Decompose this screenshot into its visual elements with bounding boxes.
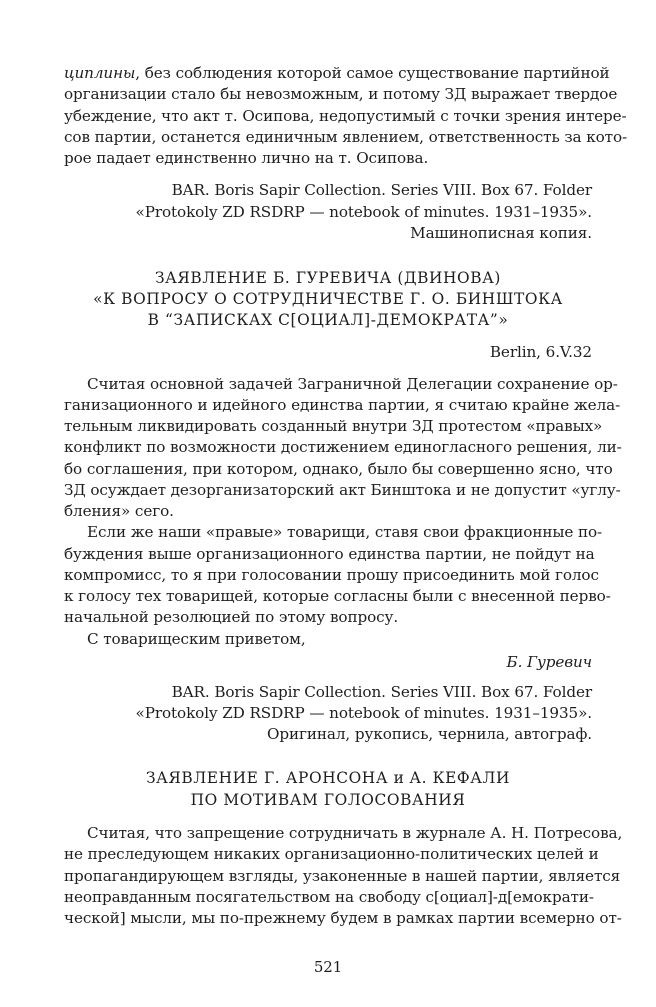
body-line: ЗД осуждает дезорганизаторский акт Бинштока и не допустит «углу-: [64, 481, 621, 499]
source-citation-line: Машинописная копия.: [410, 224, 592, 242]
body-line: убеждение, что акт т. Осипова, недопустимый с точки зрения интере-: [64, 107, 627, 125]
italic-word: циплины: [64, 64, 136, 82]
body-line: Считая основной задачей Заграничной Делегации сохранение ор-: [87, 375, 618, 393]
body-line: Если же наши «правые» товарищи, ставя свои фракционные по-: [87, 523, 603, 541]
source-citation-line: BAR. Boris Sapir Collection. Series VIII. Box 67. Folder: [171, 683, 592, 701]
body-line: конфликт по возможности достижением единогласного решения, ли-: [64, 438, 622, 456]
body-line: Считая, что запрещение сотрудничать в журнале А. Н. Потресова,: [87, 824, 623, 842]
body-line: к голосу тех товарищей, которые согласны были с внесенной перво-: [64, 587, 611, 605]
body-line: бо соглашения, при котором, однако, было бы совершенно ясно, что: [64, 460, 613, 478]
body-line: тельным ликвидировать созданный внутри ЗД протестом «правых»: [64, 417, 603, 435]
source-citation-line: BAR. Boris Sapir Collection. Series VIII. Box 67. Folder: [171, 181, 592, 199]
body-line: организации стало бы невозможным, и потому ЗД выражает твердое: [64, 85, 618, 103]
body-line: сов партии, останется единичным явлением, ответственность за кото-: [64, 128, 628, 146]
body-line: циплины, без соблюдения которой самое существование партийной: [64, 64, 610, 82]
section-heading: ЗАЯВЛЕНИЕ Г. АРОНСОНА и А. КЕФАЛИ: [145, 769, 511, 787]
body-line: пропагандирующем взгляды, узаконенные в нашей партии, является: [64, 867, 621, 885]
section-heading: В “ЗАПИСКАХ С[ОЦИАЛ]-ДЕМОКРАТА”»: [147, 311, 509, 329]
body-line: буждения выше организационного единства партии, не пойдут на: [64, 545, 595, 563]
signature: Б. Гуревич: [506, 653, 592, 671]
body-line: ческой] мысли, мы по-прежнему будем в рамках партии всемерно от-: [64, 909, 622, 927]
body-line: не преследующем никаких организационно-политических целей и: [64, 845, 599, 863]
body-line: бления» сего.: [64, 502, 174, 520]
source-citation-line: «Protokoly ZD RSDRP — notebook of minutes. 1931–1935».: [135, 203, 592, 221]
body-line: неоправданным посягательством на свободу с[оциал]-д[емократи-: [64, 888, 594, 906]
body-line: рое падает единственно лично на т. Осипова.: [64, 149, 429, 167]
section-heading: ЗАЯВЛЕНИЕ Б. ГУРЕВИЧА (ДВИНОВА): [154, 269, 502, 287]
source-citation-line: Оригинал, рукопись, чернила, автограф.: [267, 725, 592, 743]
body-line: начальной резолюцией по этому вопросу.: [64, 608, 399, 626]
body-line: ганизационного и идейного единства партии, я считаю крайне жела-: [64, 396, 621, 414]
page-number: 521: [313, 958, 343, 976]
body-line: компромисс, то я при голосовании прошу присоединить мой голос: [64, 566, 599, 584]
section-heading: ПО МОТИВАМ ГОЛОСОВАНИЯ: [190, 791, 466, 809]
place-date: Berlin, 6.V.32: [489, 343, 592, 361]
closing-line: С товарищеским приветом,: [87, 630, 306, 648]
source-citation-line: «Protokoly ZD RSDRP — notebook of minutes. 1931–1935».: [135, 704, 592, 722]
section-heading: «К ВОПРОСУ О СОТРУДНИЧЕСТВЕ Г. О. БИНШТОКА: [93, 290, 563, 308]
